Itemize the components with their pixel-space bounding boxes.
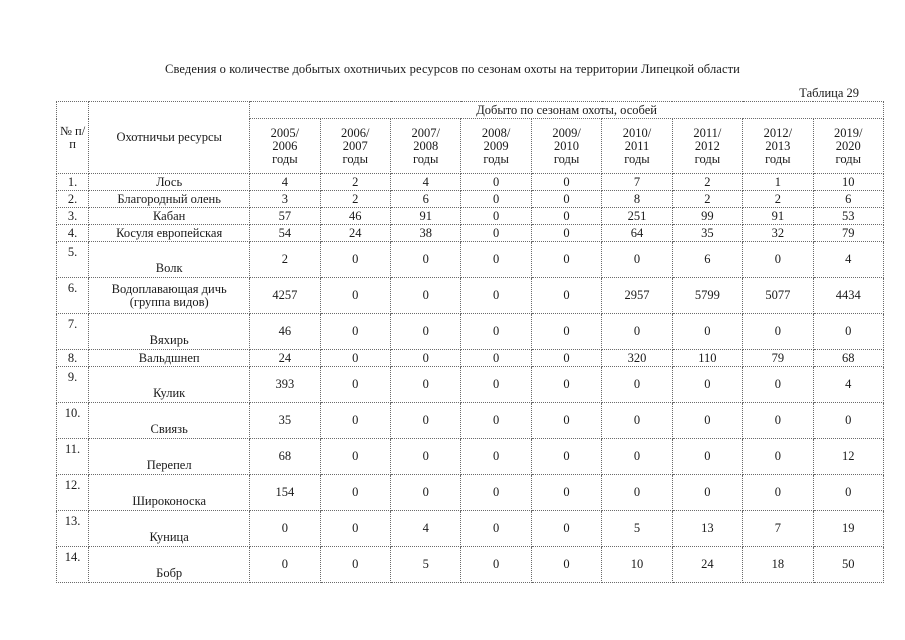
harvest-value: 0 xyxy=(391,439,461,475)
header-season xyxy=(461,119,531,174)
harvest-value: 0 xyxy=(602,403,672,439)
harvest-value: 110 xyxy=(672,350,742,367)
harvest-value: 35 xyxy=(672,225,742,242)
header-season xyxy=(250,119,320,174)
harvest-value: 0 xyxy=(743,439,813,475)
harvest-value: 0 xyxy=(602,439,672,475)
harvest-value: 5077 xyxy=(743,278,813,314)
harvest-value: 0 xyxy=(743,314,813,350)
harvest-value: 0 xyxy=(461,225,531,242)
resource-name: Вальдшнеп xyxy=(89,350,250,367)
resource-name: Волк xyxy=(89,242,250,278)
harvest-value: 79 xyxy=(743,350,813,367)
harvest-value: 0 xyxy=(391,475,461,511)
harvest-value: 0 xyxy=(672,314,742,350)
harvest-value: 38 xyxy=(391,225,461,242)
harvest-value: 4257 xyxy=(250,278,320,314)
harvest-value: 0 xyxy=(391,367,461,403)
harvest-value: 0 xyxy=(531,174,601,191)
header-season-line: годы xyxy=(483,151,509,166)
header-season xyxy=(813,119,883,174)
header-season-line: годы xyxy=(765,151,791,166)
row-number: 7. xyxy=(57,314,89,350)
harvest-value: 2 xyxy=(250,242,320,278)
header-season-line: 2012 xyxy=(694,138,720,153)
harvest-value: 0 xyxy=(461,475,531,511)
harvest-value: 0 xyxy=(602,242,672,278)
row-number: 12. xyxy=(57,475,89,511)
table-row xyxy=(57,350,884,367)
harvest-value: 2 xyxy=(743,191,813,208)
harvest-value: 0 xyxy=(461,367,531,403)
harvest-value: 0 xyxy=(743,403,813,439)
harvest-value: 99 xyxy=(672,208,742,225)
resource-name: Лось xyxy=(89,174,250,191)
harvest-value: 0 xyxy=(461,314,531,350)
resource-name: Кулик xyxy=(89,367,250,403)
harvest-value: 0 xyxy=(461,547,531,583)
harvest-value: 0 xyxy=(813,403,883,439)
row-number: 3. xyxy=(57,208,89,225)
harvest-value: 0 xyxy=(461,511,531,547)
resource-name: Благородный олень xyxy=(89,191,250,208)
header-season-line: 2020 xyxy=(835,138,861,153)
harvest-value: 24 xyxy=(250,350,320,367)
harvest-value: 0 xyxy=(461,403,531,439)
header-season-line: годы xyxy=(412,151,439,166)
row-number: 6. xyxy=(57,278,89,314)
harvest-value: 0 xyxy=(320,439,390,475)
header-season-line: 2008/ xyxy=(481,125,511,140)
harvest-value: 0 xyxy=(531,511,601,547)
resource-name: Кабан xyxy=(89,208,250,225)
harvest-value: 12 xyxy=(813,439,883,475)
harvest-value: 0 xyxy=(743,367,813,403)
harvest-value: 19 xyxy=(813,511,883,547)
harvest-value: 5799 xyxy=(672,278,742,314)
harvest-value: 0 xyxy=(531,475,601,511)
table-row xyxy=(57,511,884,547)
harvest-value: 7 xyxy=(743,511,813,547)
header-season xyxy=(391,119,461,174)
harvest-value: 0 xyxy=(320,314,390,350)
harvest-value: 0 xyxy=(461,278,531,314)
header-season-line: 2007 xyxy=(342,138,368,153)
harvest-value: 5 xyxy=(391,547,461,583)
table-row xyxy=(57,191,884,208)
harvest-value: 7 xyxy=(602,174,672,191)
harvest-value: 0 xyxy=(461,439,531,475)
harvest-value: 0 xyxy=(602,475,672,511)
harvest-value: 24 xyxy=(320,225,390,242)
header-season xyxy=(602,119,672,174)
table-row xyxy=(57,547,884,583)
harvest-value: 0 xyxy=(743,475,813,511)
harvest-value: 0 xyxy=(391,403,461,439)
row-number: 4. xyxy=(57,225,89,242)
header-season-line: годы xyxy=(342,151,369,166)
header-season-line: 2010 xyxy=(554,138,580,153)
harvest-value: 0 xyxy=(531,242,601,278)
harvest-value: 0 xyxy=(461,191,531,208)
harvest-value: 2 xyxy=(320,191,390,208)
table-row xyxy=(57,242,884,278)
harvest-value: 0 xyxy=(531,314,601,350)
harvest-value: 4 xyxy=(391,174,461,191)
header-season xyxy=(531,119,601,174)
resource-name: Вяхирь xyxy=(89,314,250,350)
harvest-value: 54 xyxy=(250,225,320,242)
harvest-value: 0 xyxy=(531,367,601,403)
header-season-line: годы xyxy=(694,151,721,166)
table-body xyxy=(57,174,884,583)
harvest-value: 32 xyxy=(743,225,813,242)
table-row xyxy=(57,367,884,403)
harvest-value: 393 xyxy=(250,367,320,403)
harvest-value: 4434 xyxy=(813,278,883,314)
header-season xyxy=(672,119,742,174)
harvest-value: 0 xyxy=(320,242,390,278)
harvest-value: 2957 xyxy=(602,278,672,314)
row-number: 5. xyxy=(57,242,89,278)
hunting-resources-table xyxy=(56,101,884,583)
header-season-line: 2008 xyxy=(413,138,439,153)
header-resource: Охотничьи ресурсы xyxy=(89,102,250,174)
table-row xyxy=(57,475,884,511)
harvest-value: 0 xyxy=(250,511,320,547)
harvest-value: 0 xyxy=(461,242,531,278)
harvest-value: 2 xyxy=(320,174,390,191)
harvest-value: 0 xyxy=(461,174,531,191)
harvest-value: 13 xyxy=(672,511,742,547)
harvest-value: 10 xyxy=(813,174,883,191)
harvest-value: 0 xyxy=(531,191,601,208)
harvest-value: 0 xyxy=(672,475,742,511)
row-number: 11. xyxy=(57,439,89,475)
harvest-value: 0 xyxy=(461,208,531,225)
row-number: 13. xyxy=(57,511,89,547)
header-season-line: 2009 xyxy=(483,138,509,153)
header-season-line: 2007/ xyxy=(411,125,440,140)
harvest-value: 0 xyxy=(813,475,883,511)
harvest-value: 91 xyxy=(391,208,461,225)
resource-name: Широконоска xyxy=(89,475,250,511)
header-season-line: 2009/ xyxy=(552,125,581,140)
table-row xyxy=(57,314,884,350)
harvest-value: 0 xyxy=(602,314,672,350)
header-season-line: годы xyxy=(624,151,650,166)
table-row xyxy=(57,225,884,242)
table-row xyxy=(57,208,884,225)
harvest-value: 4 xyxy=(813,367,883,403)
harvest-value: 0 xyxy=(320,547,390,583)
harvest-value: 64 xyxy=(602,225,672,242)
header-harvest-group: Добыто по сезонам охоты, особей xyxy=(250,102,884,119)
harvest-value: 46 xyxy=(320,208,390,225)
table-row xyxy=(57,174,884,191)
header-season-line: годы xyxy=(553,151,580,166)
harvest-value: 4 xyxy=(391,511,461,547)
harvest-value: 4 xyxy=(813,242,883,278)
harvest-value: 0 xyxy=(320,403,390,439)
row-number: 10. xyxy=(57,403,89,439)
harvest-value: 46 xyxy=(250,314,320,350)
harvest-value: 18 xyxy=(743,547,813,583)
document-title: Сведения о количестве добытых охотничьих ресурсов по сезонам охоты на территории Липецкой области xyxy=(165,62,740,76)
harvest-value: 35 xyxy=(250,403,320,439)
harvest-value: 0 xyxy=(531,278,601,314)
harvest-value: 1 xyxy=(743,174,813,191)
harvest-value: 0 xyxy=(320,350,390,367)
header-season xyxy=(743,119,813,174)
harvest-value: 10 xyxy=(602,547,672,583)
header-season-line: 2006/ xyxy=(341,125,370,140)
table-label: Таблица 29 xyxy=(799,86,859,100)
harvest-value: 57 xyxy=(250,208,320,225)
harvest-value: 50 xyxy=(813,547,883,583)
header-season-line: 2005/ xyxy=(270,125,300,140)
harvest-value: 0 xyxy=(531,350,601,367)
harvest-value: 2 xyxy=(672,174,742,191)
harvest-value: 68 xyxy=(250,439,320,475)
row-number: 8. xyxy=(57,350,89,367)
harvest-value: 4 xyxy=(250,174,320,191)
harvest-value: 0 xyxy=(250,547,320,583)
header-season-line: 2019/ xyxy=(834,125,863,140)
harvest-value: 0 xyxy=(672,403,742,439)
harvest-value: 0 xyxy=(461,350,531,367)
harvest-value: 0 xyxy=(391,278,461,314)
header-season-line: 2011 xyxy=(624,138,650,153)
header-season-line: 2006 xyxy=(272,138,298,153)
harvest-value: 53 xyxy=(813,208,883,225)
harvest-value: 24 xyxy=(672,547,742,583)
resource-name: Водоплавающая дичь (группа видов) xyxy=(89,278,250,314)
row-number: 9. xyxy=(57,367,89,403)
harvest-value: 91 xyxy=(743,208,813,225)
harvest-value: 0 xyxy=(531,439,601,475)
header-season-line: годы xyxy=(835,151,861,166)
table-row xyxy=(57,403,884,439)
row-number: 1. xyxy=(57,174,89,191)
table-row xyxy=(57,278,884,314)
header-season-line: 2012/ xyxy=(763,125,793,140)
resource-name: Косуля европейская xyxy=(89,225,250,242)
harvest-value: 68 xyxy=(813,350,883,367)
resource-name: Бобр xyxy=(89,547,250,583)
header-season xyxy=(320,119,390,174)
harvest-value: 0 xyxy=(320,475,390,511)
harvest-value: 6 xyxy=(391,191,461,208)
harvest-value: 79 xyxy=(813,225,883,242)
harvest-value: 0 xyxy=(391,314,461,350)
header-number: № п/п xyxy=(57,102,89,174)
row-number: 2. xyxy=(57,191,89,208)
harvest-value: 0 xyxy=(320,278,390,314)
harvest-value: 3 xyxy=(250,191,320,208)
harvest-value: 0 xyxy=(531,547,601,583)
harvest-value: 0 xyxy=(813,314,883,350)
resource-name: Перепел xyxy=(89,439,250,475)
resource-name: Свиязь xyxy=(89,403,250,439)
harvest-value: 0 xyxy=(672,439,742,475)
harvest-value: 2 xyxy=(672,191,742,208)
harvest-value: 0 xyxy=(391,242,461,278)
harvest-value: 251 xyxy=(602,208,672,225)
harvest-value: 5 xyxy=(602,511,672,547)
harvest-value: 8 xyxy=(602,191,672,208)
header-season-line: 2011/ xyxy=(693,125,722,140)
harvest-value: 0 xyxy=(743,242,813,278)
harvest-value: 0 xyxy=(531,208,601,225)
header-season-line: 2010/ xyxy=(622,125,652,140)
harvest-value: 0 xyxy=(531,225,601,242)
harvest-value: 0 xyxy=(320,511,390,547)
header-season-line: годы xyxy=(272,151,298,166)
harvest-value: 154 xyxy=(250,475,320,511)
table-row xyxy=(57,439,884,475)
resource-name: Куница xyxy=(89,511,250,547)
harvest-value: 0 xyxy=(531,403,601,439)
harvest-value: 320 xyxy=(602,350,672,367)
harvest-value: 0 xyxy=(602,367,672,403)
row-number: 14. xyxy=(57,547,89,583)
harvest-value: 0 xyxy=(391,350,461,367)
harvest-value: 0 xyxy=(320,367,390,403)
harvest-value: 0 xyxy=(672,367,742,403)
harvest-value: 6 xyxy=(672,242,742,278)
header-season-line: 2013 xyxy=(765,138,791,153)
harvest-value: 6 xyxy=(813,191,883,208)
